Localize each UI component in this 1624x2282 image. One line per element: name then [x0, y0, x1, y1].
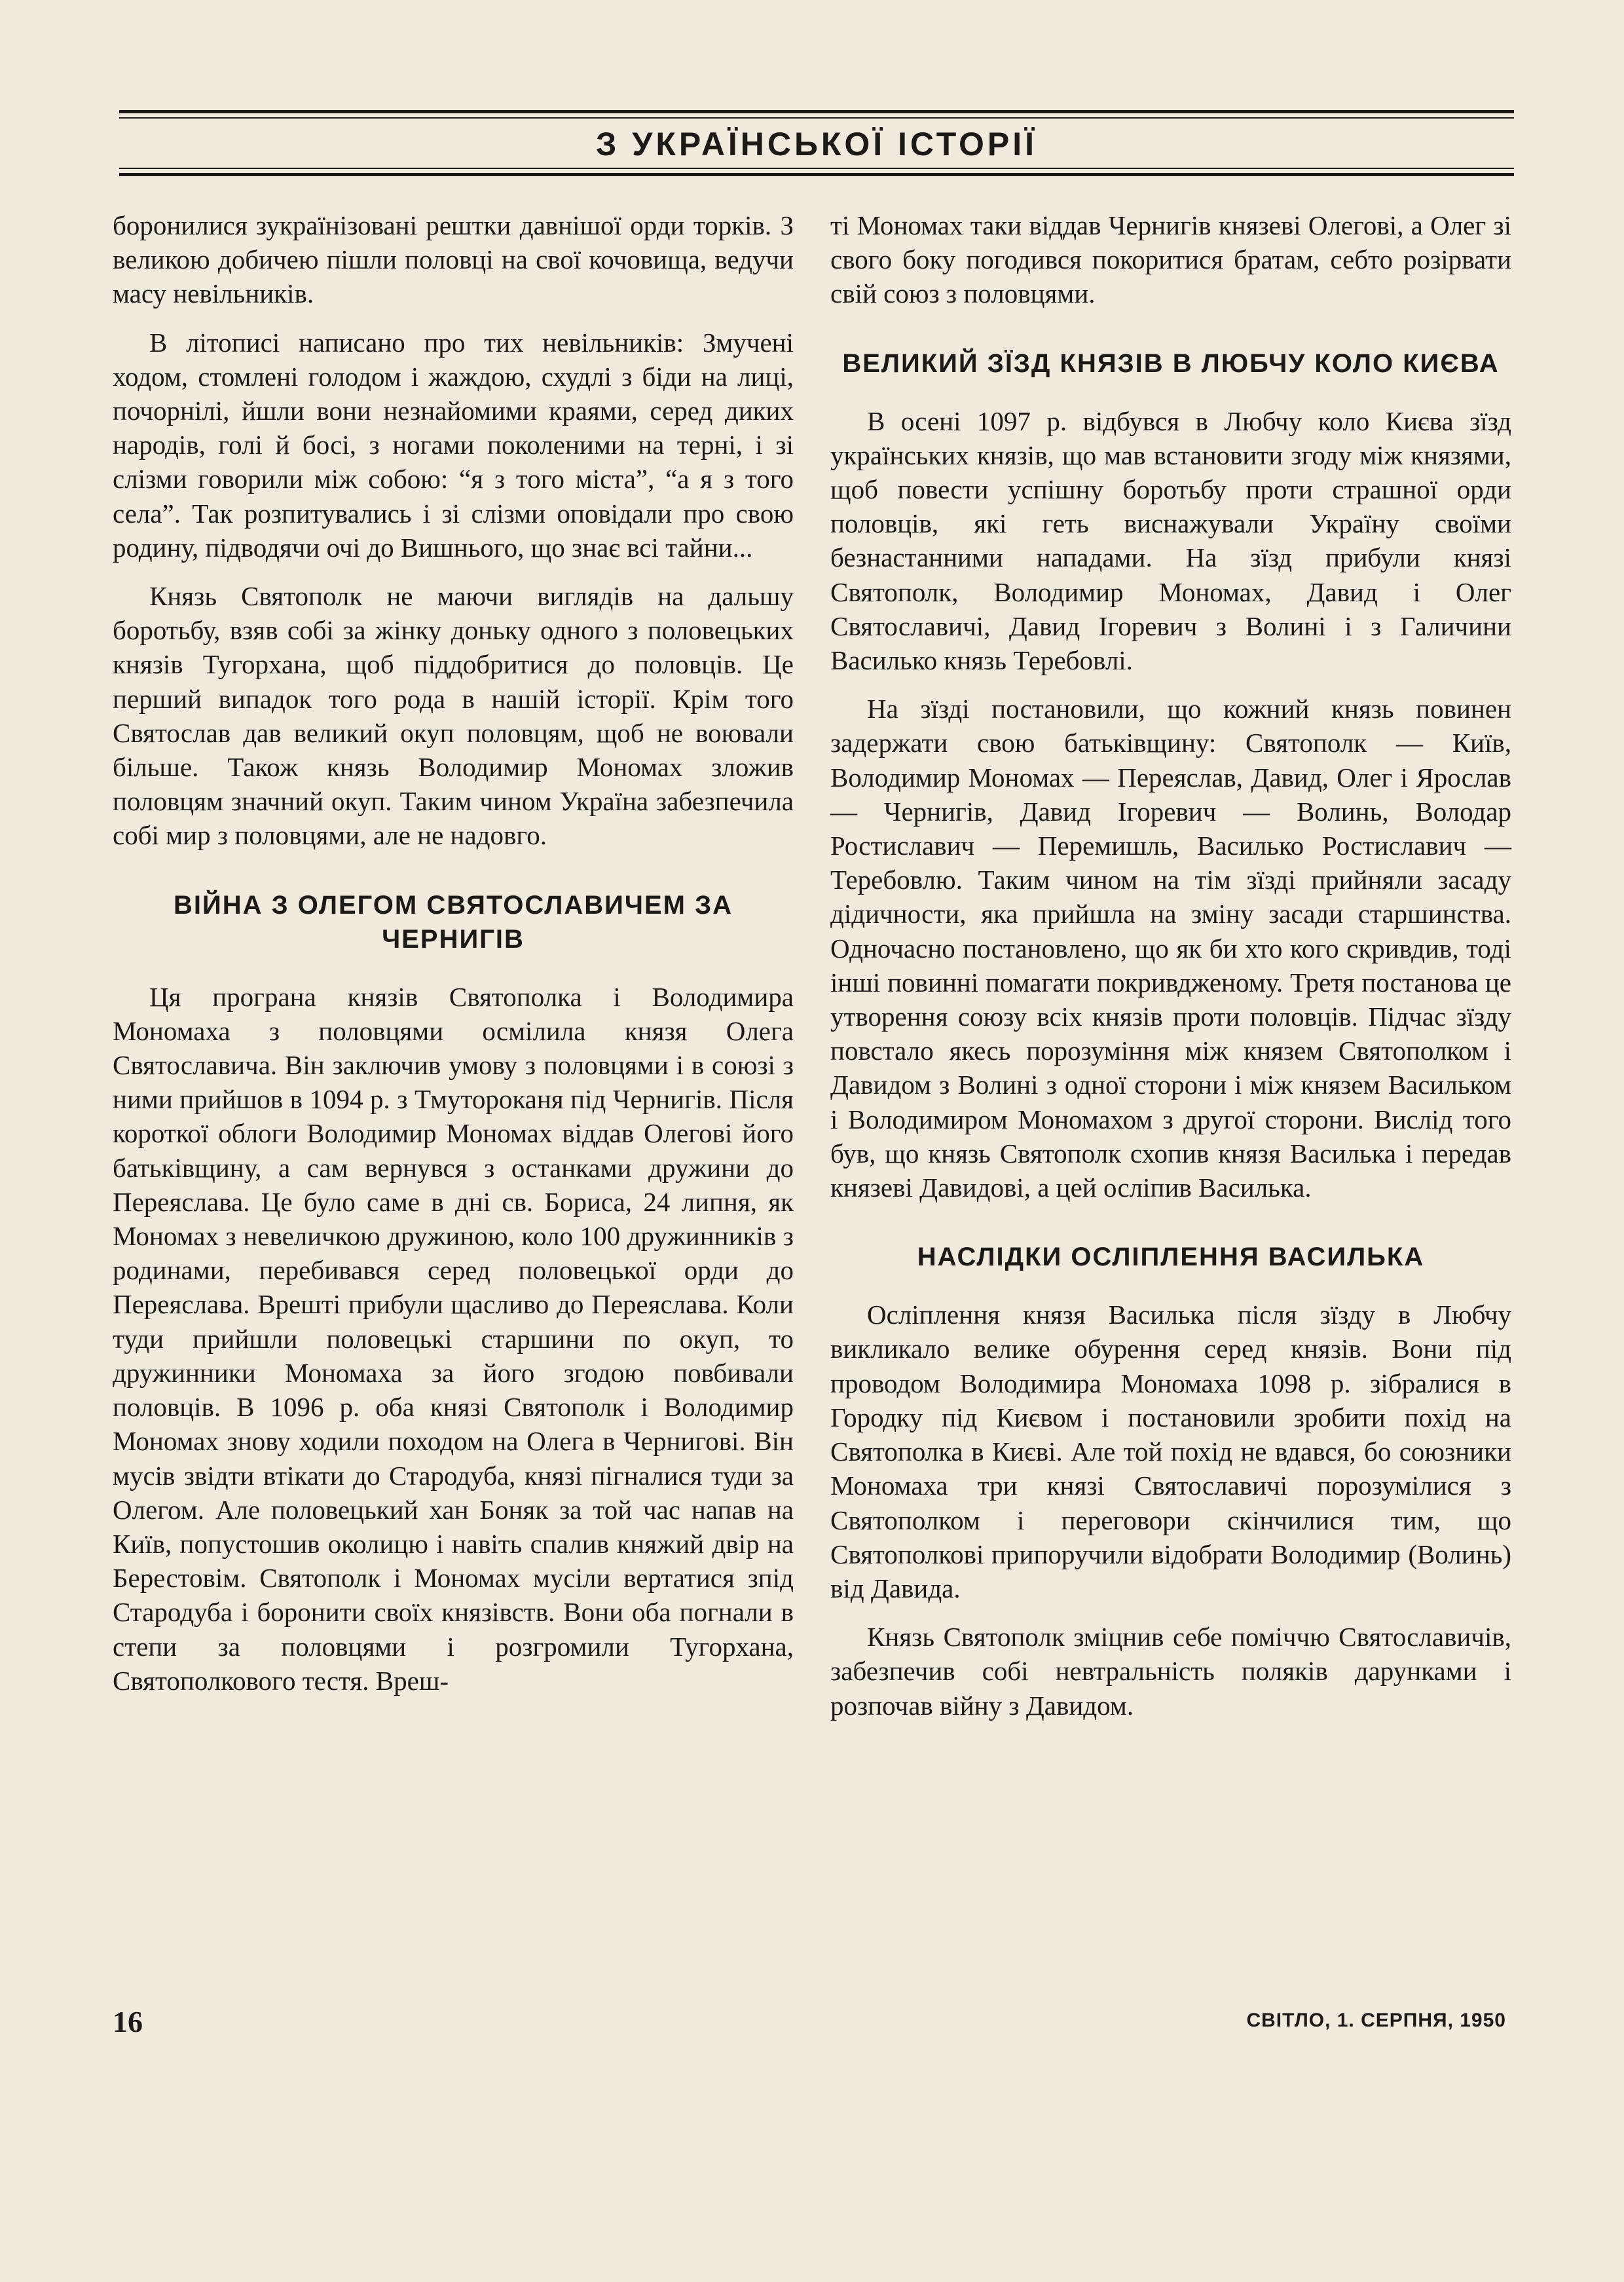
header-rule-bottom-thick	[119, 173, 1514, 176]
left-paragraph-3: Князь Святополк не маючи виглядів на дальшу боротьбу, взяв собі за жінку доньку одного з половецьких князів Тугорхана, щоб піддобритися до половців. Це перший випадок того рода в нашій історії. Крім того Святослав дав великий окуп половцям, щоб не воювали більше. Також князь Володимир Мономах зложив половцям значний окуп. Таким чином Україна забезпечила собі мир з половцями, але не надовго.	[113, 581, 794, 851]
heading-consequences-blinding: НАСЛІДКИ ОСЛІПЛЕННЯ ВАСИЛЬКА	[917, 1243, 1425, 1272]
right-paragraph-5: Князь Святополк зміцнив себе поміччю Святославичів, забезпечив собі невтральність поляків дарунками і розпочав війну з Давидом.	[830, 1622, 1511, 1721]
right-paragraph-3: На зїзді постановили, що кожний князь повинен задержати свою батьківщину: Святополк — Київ, Володимир Мономах — Переяслав, Давид, Олег і Ярослав — Чернигів, Давид Ігоревич — Волинь, Володар Ростиславич — Перемишль, Василько Ростиславич — Теребовлю. Таким чином на тім зїзді прийняли засаду дідичности, яка прийшла на зміну засади старшинства. Одночасно постановлено, що як би хто кого скривдив, тоді інші повинні помагати покривдженому. Третя постанова це утворення союзу всіх князів проти половців. Підчас зїзду повстало якесь порозуміння між князем Святополком і Давидом з Волині з одної сторони і між князем Васильком і Володимиром Мономахом з другої сторони. Вислід того був, що князь Святополк схопив князя Василька і передав князеві Давидові, а цей осліпив Василька.	[830, 694, 1511, 1203]
right-paragraph-2: В осені 1097 р. відбувся в Любчу коло Києва зїзд українських князів, що мав встановити згоду між князями, щоб повести успішну боротьбу проти страшної орди половців, які геть виснажували Україну своїми безнастанними нападами. На зїзд прибули князі Святополк, Володимир Мономах, Давид і Олег Святославичі, Давид Ігоревич з Волині і з Галичини Василько князь Теребовлі.	[830, 405, 1511, 676]
left-paragraph-4: Ця програна князів Святополка і Володимира Мономаха з половцями осмілила князя Олега Святославича. Він заключив умову з половцями і в союзі з ними прийшов в 1094 р. з Тмутороканя під Чернигів. Після короткої облоги Володимир Мономах віддав Олегові його батьківщину, а сам вернувся з останками дружини до Переяслава. Це було саме в дні св. Бориса, 24 липня, як Мономах з невеличкою дружиною, коло 100 дружинників з родинами, перебивався серед половецької орди до Переяслава. Врешті прибули щасливо до Переяслава. Коли туди прийшли половецькі старшини по окуп, то дружинники Мономаха за його згодою повбивали половців. В 1096 р. оба князі Святополк і Володимир Мономах знову ходили походом на Олега в Чернигові. Він мусів звідти втікати до Стародуба, князі пігналися туди за Олегом. Але половецький хан Боняк за той час напав на Київ, попустошив околицю і навіть спалив княжий двір на Берестовім. Святополк і Мономах мусіли вертатися зпід Стародуба і боронити своїх князівств. Вони оба погнали в степи за половцями і розгромили Тугорхана, Святополкового тестя. Вреш-	[113, 981, 794, 1696]
heading-war-with-oleg: ВІЙНА З ОЛЕГОМ СВЯТОСЛАВИЧЕМ ЗА ЧЕРНИГІВ	[173, 890, 733, 954]
page-number: 16	[113, 2005, 143, 2038]
right-column	[830, 208, 1511, 1737]
right-paragraph-1: ті Мономах таки віддав Чернигів князеві Олегові, а Олег зі свого боку погодився покоритися братам, себто розірвати свій союз з половцями.	[830, 210, 1511, 309]
right-paragraph-4: Осліплення князя Василька після зїзду в Любчу викликало велике обурення серед князів. Вони під проводом Володимира Мономаха 1098 р. зібралися в Городку під Києвом і постановили зробити похід на Святополка в Києві. Але той похід не вдався, бо союзники Мономаха три князі Святославичі порозумілися з Святополком і переговори скінчилися тим, що Святополкові припоручили відобрати Володимир (Волинь) від Давида.	[830, 1300, 1511, 1603]
section-title: З УКРАЇНСЬКОЇ ІСТОРІЇ	[596, 126, 1037, 162]
header-rule-top-thin	[119, 117, 1514, 119]
left-column	[113, 208, 794, 1712]
header-rule-bottom-thin	[119, 168, 1514, 169]
heading-lyubech-congress: ВЕЛИКИЙ ЗЇЗД КНЯЗІВ В ЛЮБЧУ КОЛО КИЄВА	[842, 348, 1500, 378]
left-paragraph-2: В літописі написано про тих невільників: Змучені ходом, стомлені голодом і жаждою, схудлі з біди на лиці, почорнілі, йшли вони незнайомими краями, серед диких народів, голі й босі, з ногами поколеними на терні, і зі слізми говорили між собою: “я з того міста”, “а я з того села”. Так розпитувались і зі слізми оповідали про свою родину, підводячи очі до Вишнього, що знає всі тайни...	[113, 327, 794, 563]
header-rule-top-thick	[119, 110, 1514, 113]
left-paragraph-1: боронилися зукраїнізовані рештки давнішої орди торків. З великою добичею пішли половці на свої кочовища, ведучи масу невільників.	[113, 210, 794, 309]
footer-credit: СВІТЛО, 1. СЕРПНЯ, 1950	[1246, 2010, 1506, 2031]
